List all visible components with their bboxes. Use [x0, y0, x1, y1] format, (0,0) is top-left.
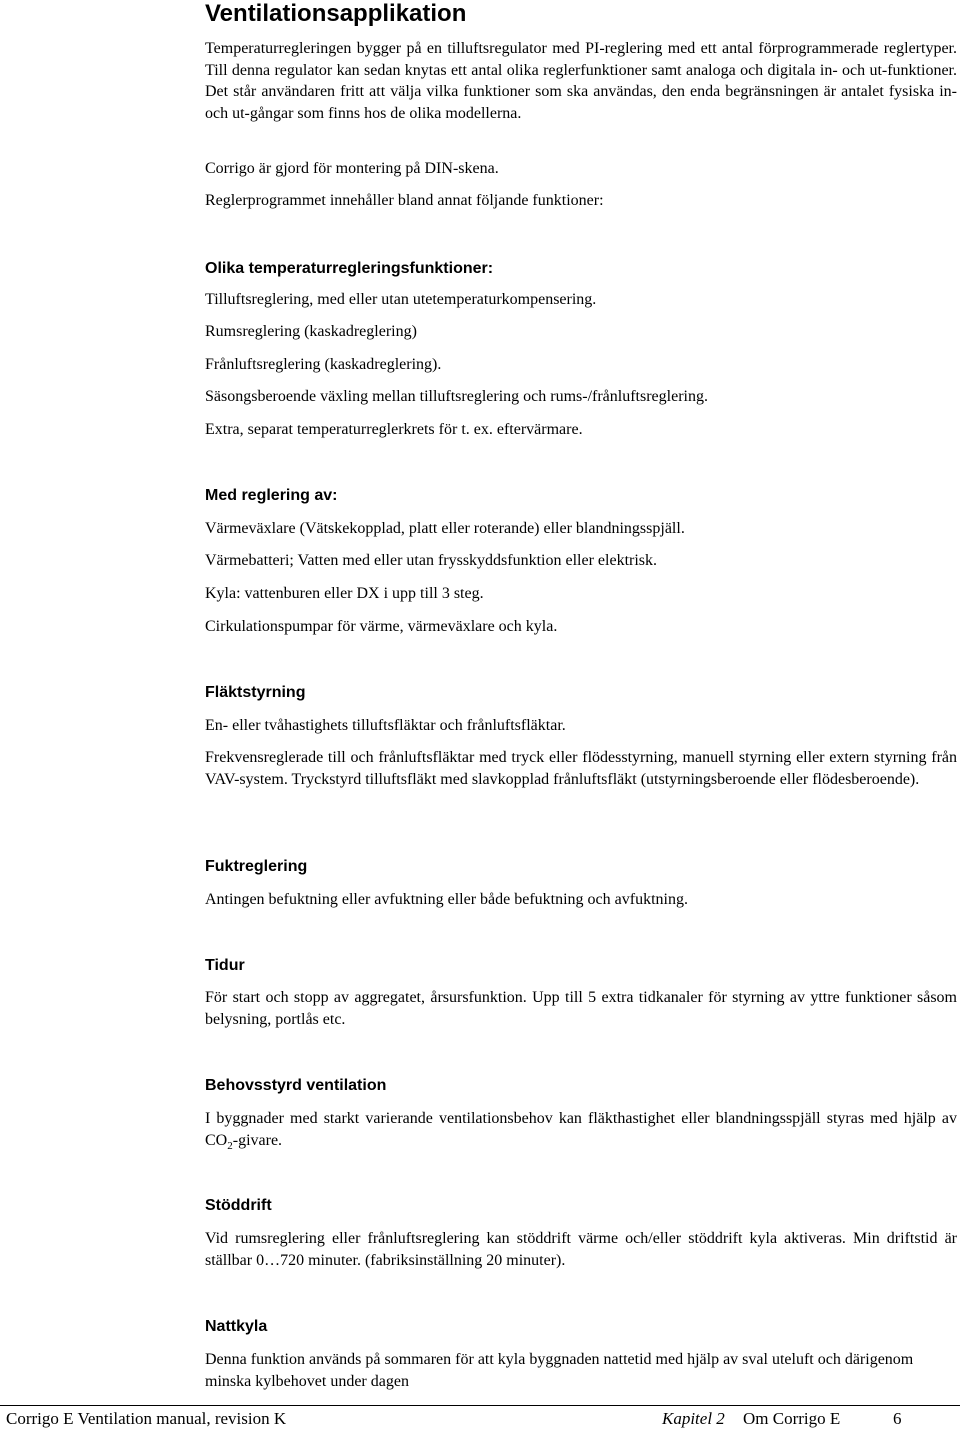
heading-timer: Tidur	[205, 957, 245, 974]
list-item: Rumsreglering (kaskadreglering)	[205, 323, 417, 340]
demand-text-before: I byggnader med starkt varierande ventilationsbehov kan fläkthastighet eller blandningsspjäll styras med hjälp av CO	[205, 1110, 957, 1149]
co2-subscript: 2	[227, 1139, 233, 1152]
list-item: Kyla: vattenburen eller DX i upp till 3 steg.	[205, 585, 484, 602]
list-item: Värmeväxlare (Vätskekopplad, platt eller roterande) eller blandningsspjäll.	[205, 520, 685, 537]
heading-temperature-functions: Olika temperaturregleringsfunktioner:	[205, 260, 494, 277]
heading-night-cooling: Nattkyla	[205, 1318, 268, 1335]
footer-chapter: Kapitel 2	[662, 1409, 725, 1428]
footer-chapter-title: Om Corrigo E	[743, 1409, 841, 1428]
intro-functions-lead: Reglerprogrammet innehåller bland annat följande funktioner:	[205, 192, 604, 209]
heading-control-of: Med reglering av:	[205, 487, 338, 504]
list-item: Frånluftsreglering (kaskadreglering).	[205, 356, 442, 373]
footer-manual-title: Corrigo E Ventilation manual, revision K	[6, 1409, 287, 1428]
timer-paragraph: För start och stopp av aggregatet, årsursfunktion. Upp till 5 extra tidkanaler för styrning av yttre funktioner såsom belysning, portlås etc.	[205, 989, 957, 1028]
list-item: Cirkulationspumpar för värme, värmeväxlare och kyla.	[205, 618, 558, 635]
list-item: Extra, separat temperaturreglerkrets för t. ex. eftervärmare.	[205, 421, 583, 438]
fan-frequency-paragraph: Frekvensreglerade till och frånluftsfläktar med tryck eller flödesstyrning, manuell styrning eller extern styrning från VAV-system. Tryckstyrd tilluftsfläkt med slavkopplad frånluftsfläkt (utstyrningsberoende eller flödesberoende).	[205, 749, 957, 788]
night-cooling-paragraph: Denna funktion används på sommaren för att kyla byggnaden nattetid med hjälp av sval uteluft och därigenom minska kylbehovet under dagen	[205, 1351, 914, 1390]
list-item: En- eller tvåhastighets tilluftsfläktar och frånluftsfläktar.	[205, 717, 566, 734]
footer-page-number: 6	[893, 1409, 902, 1428]
heading-humidity-control: Fuktreglering	[205, 858, 308, 875]
humidity-paragraph: Antingen befuktning eller avfuktning eller både befuktning och avfuktning.	[205, 891, 688, 908]
intro-paragraph: Temperaturregleringen bygger på en tilluftsregulator med PI-reglering med ett antal förprogrammerade reglertyper. Till denna regulator kan sedan knytas ett antal olika reglerfunktioner samt analoga och digitala in- och ut-funktioner. Det står användaren fritt att välja vilka funktioner som ska användas, den enda begränsningen är antalet fysiska in- och ut-gångar som finns hos de olika modellerna.	[205, 40, 957, 122]
list-item: Tilluftsreglering, med eller utan utetemperaturkompensering.	[205, 291, 597, 308]
heading-support-operation: Stöddrift	[205, 1197, 272, 1214]
footer-divider	[0, 1405, 960, 1406]
page-title: Ventilationsapplikation	[205, 0, 467, 27]
list-item: Säsongsberoende växling mellan tilluftsreglering och rums-/frånluftsreglering.	[205, 388, 708, 405]
heading-fan-control: Fläktstyrning	[205, 684, 306, 701]
intro-din-rail: Corrigo är gjord för montering på DIN-skena.	[205, 160, 499, 177]
support-paragraph: Vid rumsreglering eller frånluftsreglering kan stöddrift värme och/eller stöddrift kyla aktiveras. Min driftstid är ställbar 0…720 minuter. (fabriksinställning 20 minuter).	[205, 1230, 957, 1269]
heading-demand-ventilation: Behovsstyrd ventilation	[205, 1077, 387, 1094]
demand-text-after: -givare.	[232, 1131, 283, 1149]
demand-paragraph	[205, 1108, 957, 1157]
list-item: Värmebatteri; Vatten med eller utan frysskyddsfunktion eller elektrisk.	[205, 552, 658, 569]
